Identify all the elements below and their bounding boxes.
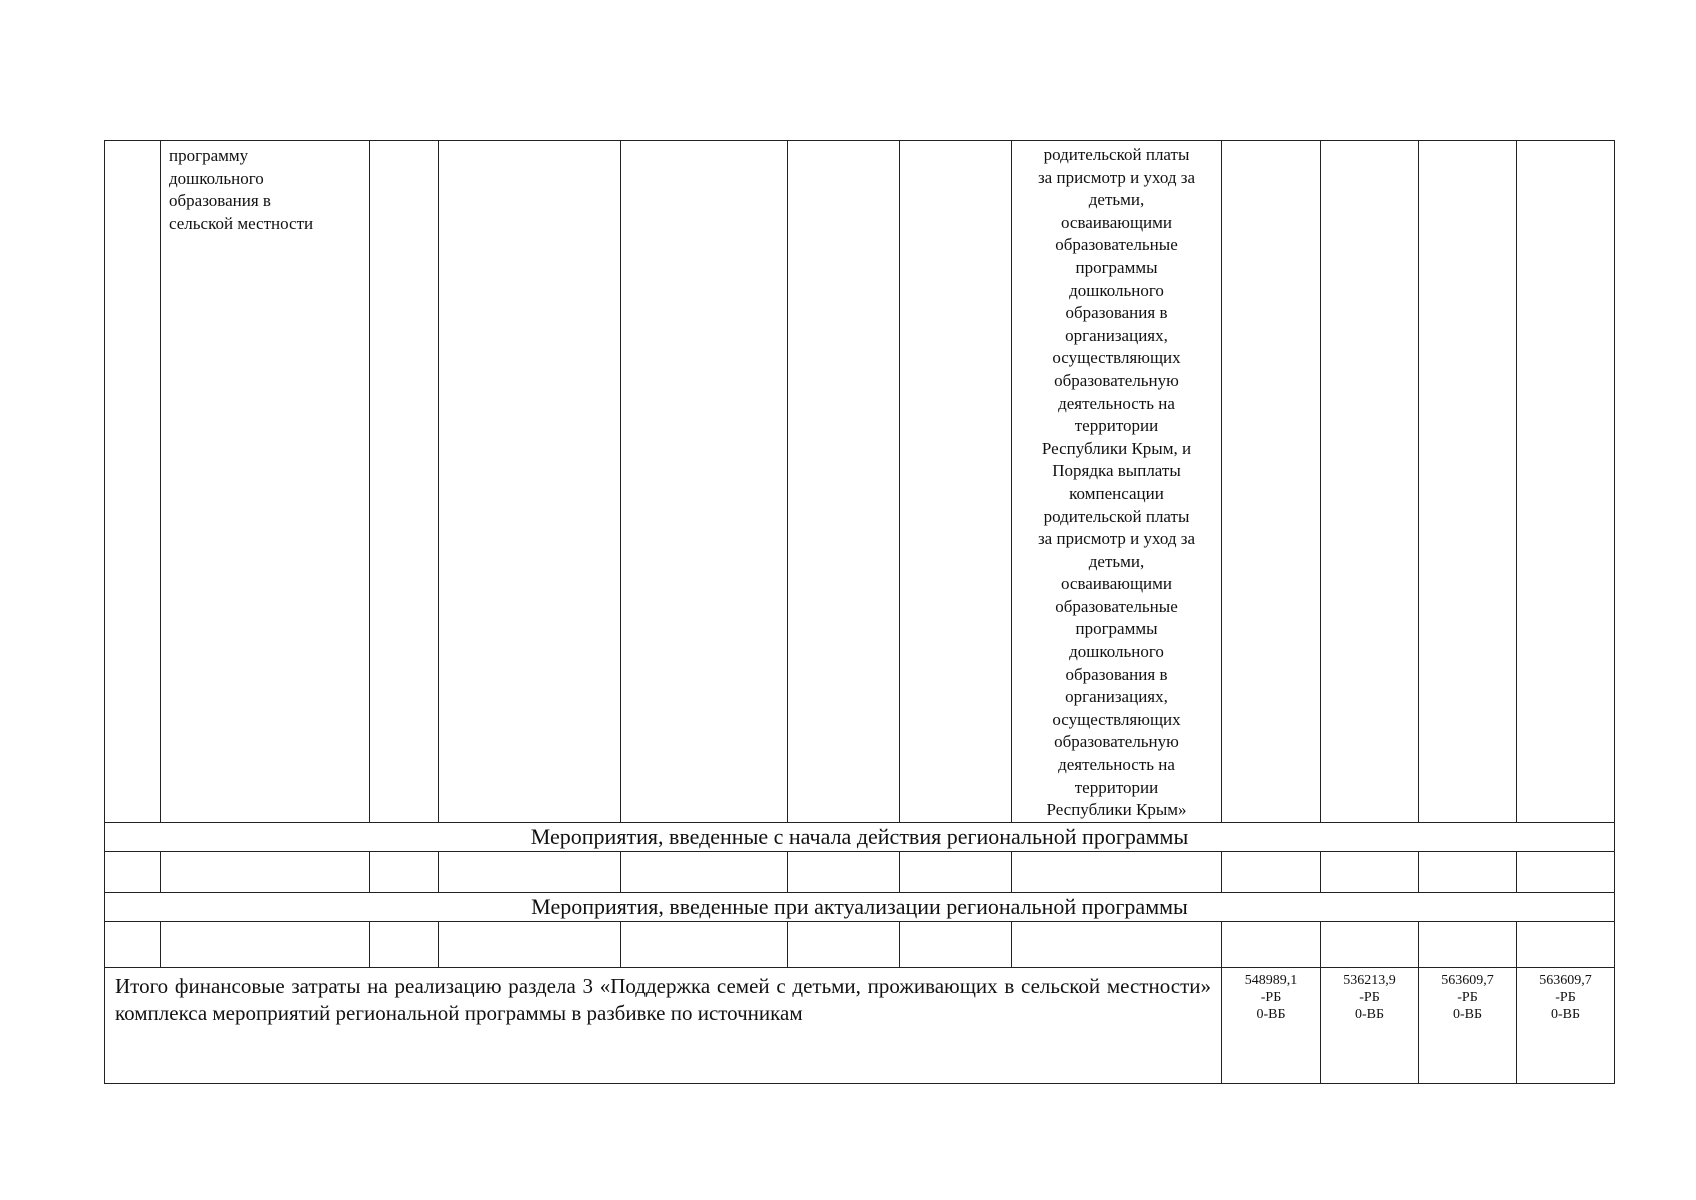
legal-basis-cell (1012, 141, 1222, 823)
basis-line: дошкольного (1069, 642, 1164, 662)
basis-line: детьми, (1088, 551, 1145, 571)
table-row (105, 851, 1615, 892)
basis-line: детьми, (1088, 190, 1145, 210)
total-rb: -РБ (1457, 989, 1478, 1005)
measure-name-cell (161, 141, 370, 823)
basis-line: образовательные (1055, 235, 1178, 255)
table-cell (439, 141, 621, 823)
table-cell (370, 921, 439, 967)
total-vb: 0-ВБ (1452, 1006, 1483, 1022)
basis-line: родительской платы (1043, 145, 1190, 164)
section-row (105, 892, 1615, 921)
table-cell (1517, 141, 1615, 823)
table-cell (370, 851, 439, 892)
basis-line: образования в (1065, 303, 1168, 323)
table-cell (788, 851, 900, 892)
table-cell (1012, 921, 1222, 967)
table-row (105, 921, 1615, 967)
program-table (104, 140, 1615, 1084)
basis-line: осуществляющих (1052, 709, 1181, 729)
basis-line: образовательную (1054, 732, 1179, 752)
basis-line: осуществляющих (1052, 348, 1181, 368)
measure-name-line: дошкольного (169, 168, 264, 188)
table-cell (788, 921, 900, 967)
table-cell (621, 141, 788, 823)
table-row (105, 141, 1615, 823)
total-amount: 548989,1 (1244, 972, 1298, 988)
basis-line: образовательные (1055, 596, 1178, 616)
basis-line: осваивающими (1060, 212, 1172, 232)
table-cell (621, 851, 788, 892)
total-vb: 0-ВБ (1354, 1006, 1385, 1022)
measure-name-line: образования в (169, 191, 271, 210)
basis-line: Порядка выплаты (1052, 461, 1181, 481)
table-cell (1222, 921, 1321, 967)
measure-name-line: сельской местности (169, 213, 314, 233)
table-cell (1222, 851, 1321, 892)
table-cell (439, 851, 621, 892)
total-vb: 0-ВБ (1550, 1006, 1581, 1022)
basis-line: образования в (1065, 664, 1168, 684)
table-cell (161, 921, 370, 967)
table-cell (1012, 851, 1222, 892)
table-cell (900, 851, 1012, 892)
basis-line: территории (1074, 777, 1159, 797)
table-cell (621, 921, 788, 967)
basis-line: организациях, (1065, 325, 1168, 345)
total-row (105, 967, 1615, 1083)
table-cell (1222, 141, 1321, 823)
total-vb: 0-ВБ (1256, 1006, 1286, 1022)
table-cell (1419, 921, 1517, 967)
table-cell (1321, 851, 1419, 892)
basis-line: деятельность на (1058, 755, 1175, 775)
section-heading-start: Мероприятия, введенные с начала действия региональной программы (105, 822, 1615, 851)
total-value-cell (1222, 967, 1321, 1083)
basis-line: программы (1075, 619, 1158, 639)
basis-line: дошкольного (1069, 280, 1164, 300)
basis-line: программы (1075, 257, 1158, 277)
table-cell (1517, 851, 1615, 892)
table-cell (900, 141, 1012, 823)
total-label: Итого финансовые затраты на реализацию раздела 3 «Поддержка семей с детьми, проживающих в сельской местности» комплекса мероприятий региональной программы в разбивке по источникам (105, 967, 1222, 1083)
table-cell (1419, 141, 1517, 823)
table-cell (105, 921, 161, 967)
total-amount: 536213,9 (1343, 972, 1396, 988)
total-amount: 563609,7 (1441, 972, 1494, 988)
measure-name-line: программу (169, 146, 249, 165)
total-value-cell (1321, 967, 1419, 1083)
table-cell (1517, 921, 1615, 967)
basis-line: образовательную (1054, 370, 1179, 390)
table-cell (105, 851, 161, 892)
basis-line: за присмотр и уход за (1037, 167, 1196, 187)
basis-line: родительской платы (1043, 506, 1190, 526)
section-row (105, 822, 1615, 851)
table-cell (370, 141, 439, 823)
total-rb: -РБ (1260, 989, 1282, 1005)
table-cell (439, 921, 621, 967)
row-number-cell (105, 141, 161, 823)
basis-line: Республики Крым, и (1041, 438, 1192, 458)
table-cell (161, 851, 370, 892)
total-rb: -РБ (1359, 989, 1380, 1005)
table-cell (1419, 851, 1517, 892)
basis-line: территории (1074, 416, 1159, 436)
basis-line: за присмотр и уход за (1037, 529, 1196, 549)
table-cell (1321, 921, 1419, 967)
basis-line: компенсации (1069, 483, 1164, 503)
basis-line: осваивающими (1060, 574, 1172, 594)
basis-line: деятельность на (1058, 393, 1175, 413)
total-value-cell (1517, 967, 1615, 1083)
table-cell (788, 141, 900, 823)
basis-line: организациях, (1065, 687, 1168, 707)
section-heading-update: Мероприятия, введенные при актуализации региональной программы (105, 892, 1615, 921)
basis-line: Республики Крым» (1046, 800, 1187, 820)
table-cell (1321, 141, 1419, 823)
total-amount: 563609,7 (1539, 972, 1592, 988)
total-rb: -РБ (1555, 989, 1576, 1005)
total-value-cell (1419, 967, 1517, 1083)
table-cell (900, 921, 1012, 967)
